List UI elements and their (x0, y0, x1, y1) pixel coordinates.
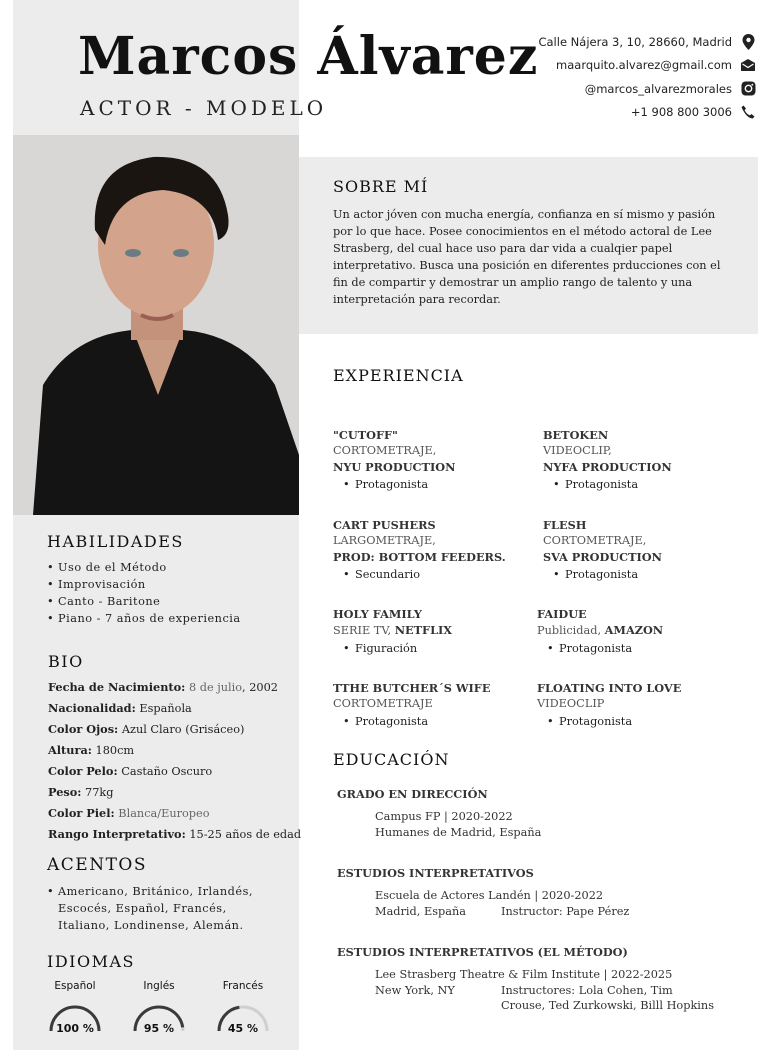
skills-title: HABILIDADES (47, 532, 184, 551)
experience-item-type: VIDEOCLIP (537, 697, 605, 710)
education-item-location: New York, NY (375, 983, 455, 997)
education-item-row (375, 904, 753, 920)
bio-label: Peso: (48, 785, 82, 799)
skills-list (47, 559, 241, 627)
experience-item (537, 680, 747, 730)
experience-item-role: • Protagonista (537, 641, 747, 657)
languages-list (47, 980, 271, 1035)
language-item (47, 980, 103, 1035)
experience-title: EXPERIENCIA (333, 366, 464, 385)
bio-value: Castaño Oscuro (121, 765, 213, 778)
person-name: Marcos Álvarez (78, 26, 539, 87)
education-item-instructor: Instructor: Pape Pérez (501, 904, 630, 918)
language-item (215, 980, 271, 1035)
skill-item: • Canto - Baritone (47, 593, 241, 610)
language-name: Francés (222, 980, 264, 992)
bio-row (48, 824, 301, 845)
education-item-line: Crouse, Ted Zurkowski, Billl Hopkins (501, 999, 714, 1012)
experience-item-type: LARGOMETRAJE, (333, 534, 436, 547)
education-item-line: Escuela de Actores Landén | 2020-2022 (375, 889, 604, 902)
bio-label: Color Pelo: (48, 764, 118, 778)
experience-item-title: CART PUSHERS (333, 518, 436, 532)
bio-value: Azul Claro (Grisáceo) (121, 723, 245, 736)
experience-item-role: • Protagonista (543, 567, 753, 583)
language-item (131, 980, 187, 1035)
bio-rows (48, 677, 301, 845)
accents-list (47, 883, 262, 934)
skill-item: • Piano - 7 años de experiencia (47, 610, 241, 627)
education-item-details (333, 888, 753, 919)
education-item-heading: GRADO EN DIRECCIÓN (337, 787, 488, 801)
experience-item-role: • Protagonista (543, 477, 753, 493)
experience-item-producer: NYU PRODUCTION (333, 460, 456, 474)
language-level: 45 % (227, 1022, 259, 1035)
accents-section (47, 855, 262, 934)
experience-item (543, 517, 753, 583)
experience-item-title: FLESH (543, 518, 587, 532)
education-section (333, 750, 753, 1014)
experience-item-producer: NYFA PRODUCTION (543, 460, 672, 474)
about-section (299, 157, 758, 334)
experience-item-title: HOLY FAMILY (333, 607, 422, 621)
experience-item-role: • Protagonista (537, 714, 747, 730)
experience-item (333, 680, 543, 730)
experience-item-type: SERIE TV, (333, 624, 392, 637)
bio-label: Fecha de Nacimiento: (48, 680, 186, 694)
bio-value: 77kg (85, 786, 114, 799)
contact-phone[interactable] (436, 101, 756, 125)
bio-value: 15-25 años de edad (189, 828, 302, 841)
experience-item-producer: AMAZON (604, 623, 664, 637)
education-item-location: Madrid, España (375, 904, 466, 918)
instagram-icon (740, 81, 756, 97)
language-level: 95 % (143, 1022, 175, 1035)
bio-value-extra: , 2002 (242, 681, 278, 694)
education-title: EDUCACIÓN (333, 750, 450, 769)
bio-row (48, 782, 301, 803)
experience-item-type: CORTOMETRAJE, (543, 534, 647, 547)
experience-item (333, 427, 543, 493)
accents-title: ACENTOS (47, 855, 147, 875)
experience-item-type: CORTOMETRAJE, (333, 444, 437, 457)
experience-section (333, 366, 753, 728)
contact-instagram[interactable] (436, 77, 756, 101)
experience-item-role: • Protagonista (333, 477, 543, 493)
experience-item-title: FLOATING INTO LOVE (537, 681, 682, 695)
bio-row (48, 677, 301, 698)
education-item-line: Humanes de Madrid, España (375, 825, 542, 839)
bio-value: 8 de julio (188, 681, 243, 694)
contact-phone-text[interactable]: +1 908 800 3006 (630, 105, 732, 120)
experience-item-type-line (537, 622, 747, 639)
bio-row (48, 803, 301, 824)
language-level: 100 % (56, 1022, 94, 1035)
education-item (333, 787, 753, 840)
contact-email[interactable] (436, 54, 756, 78)
experience-item-role: • Protagonista (333, 714, 543, 730)
education-item-heading: ESTUDIOS INTERPRETATIVOS (EL MÉTODO) (337, 945, 628, 959)
experience-item (537, 606, 747, 657)
experience-item (543, 427, 753, 493)
language-gauge (131, 995, 187, 1035)
profile-photo (13, 135, 299, 515)
language-gauge (215, 995, 271, 1035)
experience-item-producer: PROD: BOTTOM FEEDERS. (333, 550, 506, 564)
experience-item-role: • Figuración (333, 641, 543, 657)
education-item-instructor: Instructores: Lola Cohen, Tim (501, 983, 673, 997)
education-item-details (333, 967, 753, 1014)
experience-item-type: VIDEOCLIP, (543, 444, 612, 457)
experience-item-producer: NETFLIX (394, 623, 453, 637)
bio-title: BIO (48, 652, 84, 671)
education-item-line: Lee Strasberg Theatre & Film Institute | 2022-2025 (375, 968, 673, 981)
bio-value: Blanca/Europeo (118, 807, 210, 820)
education-item-heading: ESTUDIOS INTERPRETATIVOS (337, 866, 534, 880)
bio-label: Color Piel: (48, 806, 115, 820)
portrait-image (13, 135, 299, 515)
education-item-line: Campus FP | 2020-2022 (375, 810, 513, 823)
bio-label: Altura: (48, 743, 92, 757)
envelope-icon (740, 57, 756, 73)
bio-row (48, 740, 301, 761)
experience-item-title: "CUTOFF" (333, 428, 398, 442)
bio-label: Rango Interpretativo: (48, 827, 186, 841)
education-item (333, 945, 753, 1014)
about-title: SOBRE MÍ (333, 177, 429, 196)
experience-item (333, 606, 543, 657)
skills-section (47, 532, 241, 627)
language-name: Español (54, 980, 96, 992)
experience-item-role: • Secundario (333, 567, 543, 583)
experience-item-type: Publicidad, (537, 624, 602, 637)
experience-item-producer: SVA PRODUCTION (543, 550, 662, 564)
languages-title: IDIOMAS (47, 952, 135, 971)
location-pin-icon (740, 34, 756, 50)
skill-item: • Improvisación (47, 576, 241, 593)
skill-item: • Uso de el Método (47, 559, 241, 576)
bio-value: 180cm (95, 744, 135, 757)
bio-row (48, 761, 301, 782)
experience-item-title: TTHE BUTCHER´S WIFE (333, 681, 491, 695)
experience-item (333, 517, 543, 583)
contact-email-text[interactable]: maarquito.alvarez@gmail.com (556, 58, 732, 73)
about-text: Un actor jóven con mucha energía, confianza en sí mismo y pasión por lo que hace. Posee conocimientos en el método actoral de Lee Strasberg, del cual hace uso para dar vida a cualqier papel interpretativo. Busca una posición en diferentes prducciones con el fin de compartir y demostrar un amplio rango de talento y una interpretación para recordar. (333, 208, 721, 306)
bio-label: Color Ojos: (48, 722, 119, 736)
bio-row (48, 698, 301, 719)
bio-value: Española (139, 702, 192, 715)
language-name: Inglés (143, 980, 175, 992)
phone-icon (740, 104, 756, 120)
language-gauge (47, 995, 103, 1035)
education-item-details (333, 809, 753, 840)
contact-address (436, 30, 756, 54)
experience-item-title: FAIDUE (537, 607, 587, 621)
contact-list (436, 30, 756, 124)
bio-section (48, 652, 301, 845)
experience-item-title: BETOKEN (543, 428, 609, 442)
accents-item: • Americano, Británico, Irlandés, Escocés, Español, Francés, Italiano, Londinense, Alemán. (47, 883, 262, 934)
contact-address-text: Calle Nájera 3, 10, 28660, Madrid (538, 34, 732, 49)
experience-item-type-line (333, 622, 543, 639)
education-item-row (375, 983, 753, 999)
bio-row (48, 719, 301, 740)
bio-label: Nacionalidad: (48, 701, 136, 715)
languages-title-wrap (47, 952, 135, 971)
experience-item-type: CORTOMETRAJE (333, 697, 433, 710)
education-item (333, 866, 753, 919)
contact-instagram-text[interactable]: @marcos_alvarezmorales (584, 81, 732, 96)
person-role: ACTOR - MODELO (80, 96, 328, 120)
